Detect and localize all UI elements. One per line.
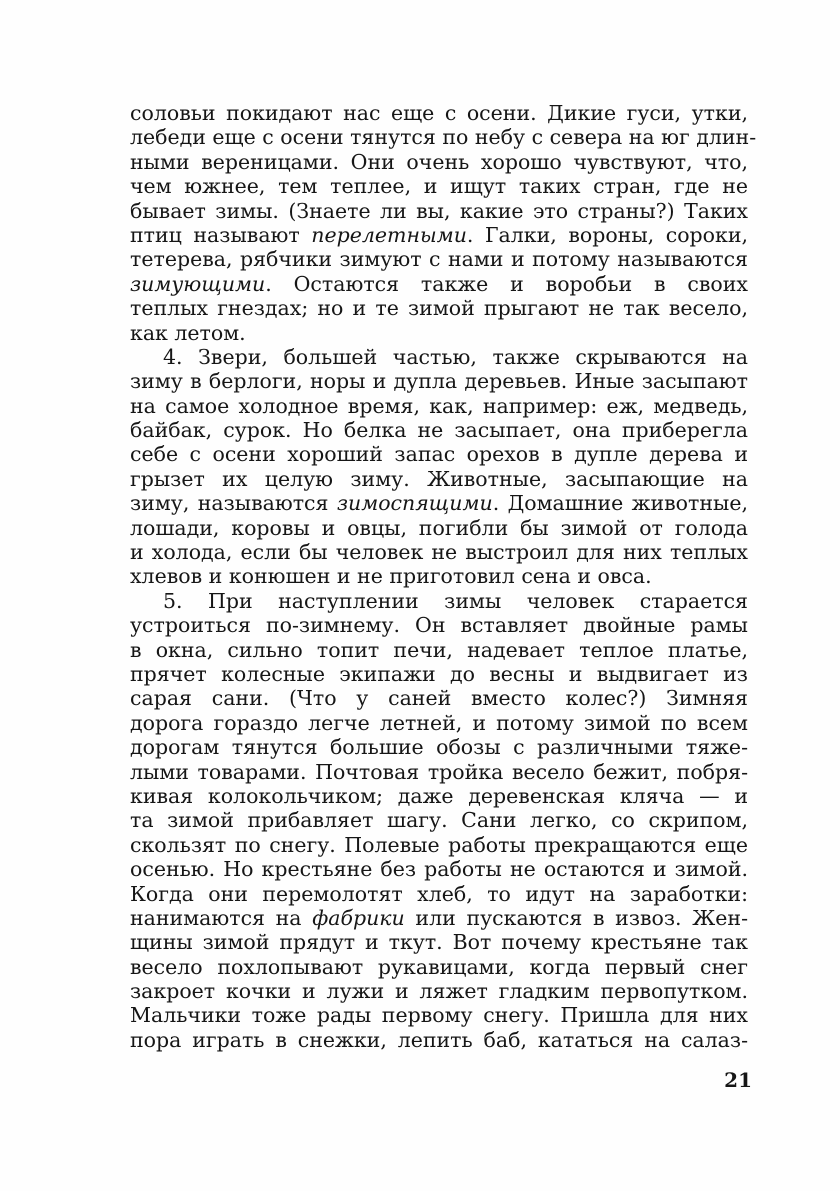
text-line: [130, 711, 748, 735]
text-run: весело похлопывают рукавицами, когда первый снег: [130, 954, 748, 979]
text-line: [130, 174, 748, 198]
text-line: [130, 491, 748, 515]
text-run: осенью. Но крестьяне без работы не остаются и зимой.: [130, 857, 748, 882]
text-run: зиму в берлоги, норы и дупла деревьев. Иные засыпают: [130, 369, 748, 394]
italic-term: зимующими: [130, 271, 266, 296]
text-line: [130, 857, 748, 881]
text-run: тетерева, рябчики зимуют с нами и потому называются: [130, 247, 748, 272]
text-line: [130, 979, 748, 1003]
text-line: [130, 223, 748, 247]
italic-term: зимоспящими: [336, 491, 493, 516]
text-line: [130, 589, 748, 613]
text-line: [130, 516, 748, 540]
text-run: скользят по снегу. Полевые работы прекращаются еще: [130, 832, 748, 857]
text-line: [130, 760, 748, 784]
text-run: бывает зимы. (Знаете ли вы, какие это страны?) Таких: [130, 198, 748, 223]
text-run: как летом.: [130, 320, 246, 345]
text-run: сарая сани. (Что у саней вместо колес?) Зимняя: [130, 686, 748, 711]
text-line: [130, 1028, 748, 1052]
text-line: [130, 930, 748, 954]
text-line: [130, 784, 748, 808]
text-run: Когда они перемолотят хлеб, то идут на заработки:: [130, 881, 748, 906]
text-line: [130, 540, 748, 564]
text-run: нанимаются на: [130, 905, 313, 930]
text-line: [130, 369, 748, 393]
text-line: [130, 442, 748, 466]
text-run: грызет их целую зиму. Животные, засыпающие на: [130, 466, 748, 491]
text-run: 4. Звери, большей частью, также скрываются на: [163, 344, 748, 369]
text-line: [130, 345, 748, 369]
text-line: [130, 150, 748, 174]
text-run: себе с осени хороший запас орехов в дупле дерева и: [130, 442, 748, 467]
text-run: и холода, если бы человек не выстроил для них теплых: [130, 540, 748, 565]
text-run: прячет колесные экипажи до весны и выдвигает из: [130, 661, 748, 686]
text-run: Мальчики тоже рады первому снегу. Пришла для них: [130, 1003, 748, 1028]
text-line: [130, 882, 748, 906]
italic-term: фабрики: [312, 905, 405, 930]
text-run: ными вереницами. Они очень хорошо чувствуют, что,: [130, 149, 748, 174]
text-run: дорога гораздо легче летней, и потому зимой по всем: [130, 710, 748, 735]
text-run: в окна, сильно топит печи, надевает теплое платье,: [130, 637, 748, 662]
text-run: зиму, называются: [130, 491, 337, 516]
text-line: [130, 394, 748, 418]
text-line: [130, 321, 748, 345]
text-run: закроет кочки и лужи и ляжет гладким первопутком.: [130, 979, 748, 1004]
text-run: пора играть в снежки, лепить баб, кататься на салаз-: [130, 1027, 748, 1052]
text-run: . Остаются также и воробьи в своих: [265, 271, 748, 296]
text-run: лошади, коровы и овцы, погибли бы зимой от голода: [130, 515, 748, 540]
text-run: . Галки, вороны, сороки,: [466, 222, 748, 247]
text-run: соловьи покидают нас еще с осени. Дикие гуси, утки,: [130, 101, 748, 125]
text-run: щины зимой прядут и ткут. Вот почему крестьяне так: [130, 930, 748, 955]
page-number: 21: [724, 1068, 752, 1092]
text-run: чем южнее, тем теплее, и ищут таких стран, где не: [130, 174, 748, 199]
text-run: лебеди еще с осени тянутся по небу с севера на юг длин-: [130, 125, 757, 150]
text-run: лыми товарами. Почтовая тройка весело бежит, побря-: [130, 759, 748, 784]
text-line: [130, 638, 748, 662]
text-line: [130, 955, 748, 979]
text-line: [130, 101, 748, 125]
text-run: дорогам тянутся большие обозы с различными тяже-: [130, 735, 748, 760]
text-run: байбак, сурок. Но белка не засыпает, она приберегла: [130, 418, 748, 443]
text-line: [130, 125, 757, 150]
text-line: [130, 247, 748, 271]
text-run: кивая колокольчиком; даже деревенская кляча — и: [130, 783, 748, 808]
text-line: [130, 686, 748, 710]
text-line: [130, 1003, 748, 1027]
text-line: [130, 833, 748, 857]
text-run: на самое холодное время, как, например: еж, медведь,: [130, 393, 748, 418]
text-run: хлевов и конюшен и не приготовил сена и овса.: [130, 564, 652, 589]
body-text: [130, 101, 757, 1052]
text-line: [130, 418, 748, 442]
text-line: [130, 808, 748, 832]
text-line: [130, 906, 748, 930]
text-run: 5. При наступлении зимы человек старается: [163, 588, 748, 613]
text-run: или пускаются в извоз. Жен-: [404, 905, 748, 930]
text-run: та зимой прибавляет шагу. Сани легко, со скрипом,: [130, 808, 748, 833]
text-line: [130, 199, 748, 223]
text-line: [130, 564, 748, 588]
text-run: птиц называют: [130, 222, 312, 247]
text-run: . Домашние животные,: [492, 491, 748, 516]
text-run: теплых гнездах; но и те зимой прыгают не так весело,: [130, 296, 748, 321]
italic-term: перелетными: [311, 222, 467, 247]
text-run: устроиться по-зимнему. Он вставляет двойные рамы: [130, 613, 748, 638]
text-line: [130, 735, 748, 759]
text-line: [130, 272, 748, 296]
text-line: [130, 613, 748, 637]
text-line: [130, 662, 748, 686]
text-line: [130, 296, 748, 320]
text-line: [130, 467, 748, 491]
